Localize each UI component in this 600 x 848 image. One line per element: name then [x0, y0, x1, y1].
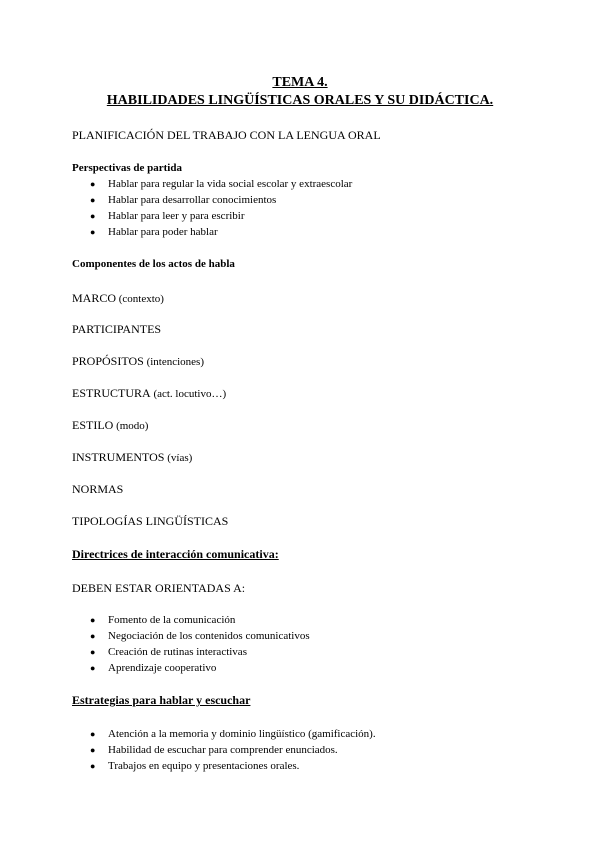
estrategias-heading: Estrategias para hablar y escuchar	[72, 693, 251, 707]
componente-normas: NORMAS	[72, 482, 124, 496]
bullet-icon: ●	[90, 631, 96, 641]
title-line-2: HABILIDADES LINGÜÍSTICAS ORALES Y SU DIDÁCTICA.	[106, 93, 494, 108]
componente-instrumentos: INSTRUMENTOS (vías)	[72, 450, 193, 464]
list-item: ● Hablar para regular la vida social escolar y extraescolar	[90, 178, 353, 190]
list-item: ● Hablar para poder hablar	[90, 226, 218, 238]
directrices-heading: Directrices de interacción comunicativa:	[72, 547, 279, 561]
list-item: ● Trabajos en equipo y presentaciones orales.	[90, 760, 300, 772]
list-item: ● Aprendizaje cooperativo	[90, 662, 217, 674]
bullet-icon: ●	[90, 729, 96, 739]
bullet-icon: ●	[90, 615, 96, 625]
directrices-intro: DEBEN ESTAR ORIENTADAS A:	[72, 581, 246, 595]
bullet-icon: ●	[90, 227, 96, 237]
bullet-icon: ●	[90, 761, 96, 771]
title-line-1: TEMA 4.	[272, 75, 328, 90]
bullet-icon: ●	[90, 195, 96, 205]
componentes-heading: Componentes de los actos de habla	[72, 258, 235, 270]
bullet-icon: ●	[90, 647, 96, 657]
list-item: ● Negociación de los contenidos comunicativos	[90, 630, 310, 642]
bullet-icon: ●	[90, 179, 96, 189]
componente-estilo: ESTILO (modo)	[72, 418, 149, 432]
componente-propositos: PROPÓSITOS (intenciones)	[72, 354, 204, 368]
perspectivas-list	[90, 176, 352, 240]
list-item: ● Habilidad de escuchar para comprender enunciados.	[90, 744, 338, 756]
componente-marco: MARCO (contexto)	[72, 291, 164, 305]
list-item: ● Fomento de la comunicación	[90, 614, 236, 626]
bullet-icon: ●	[90, 745, 96, 755]
componente-tipologias: TIPOLOGÍAS LINGÜÍSTICAS	[72, 514, 229, 528]
directrices-list	[90, 612, 310, 676]
bullet-icon: ●	[90, 663, 96, 673]
bullet-icon: ●	[90, 211, 96, 221]
list-item: ● Atención a la memoria y dominio lingüístico (gamificación).	[90, 728, 376, 740]
componente-estructura: ESTRUCTURA (act. locutivo…)	[72, 386, 227, 400]
perspectivas-heading: Perspectivas de partida	[72, 162, 182, 174]
estrategias-list	[90, 726, 376, 774]
list-item: ● Hablar para desarrollar conocimientos	[90, 194, 277, 206]
list-item: ● Hablar para leer y para escribir	[90, 210, 245, 222]
list-item: ● Creación de rutinas interactivas	[90, 646, 247, 658]
section-main-heading: PLANIFICACIÓN DEL TRABAJO CON LA LENGUA ORAL	[72, 128, 381, 142]
componente-participantes: PARTICIPANTES	[72, 322, 162, 336]
